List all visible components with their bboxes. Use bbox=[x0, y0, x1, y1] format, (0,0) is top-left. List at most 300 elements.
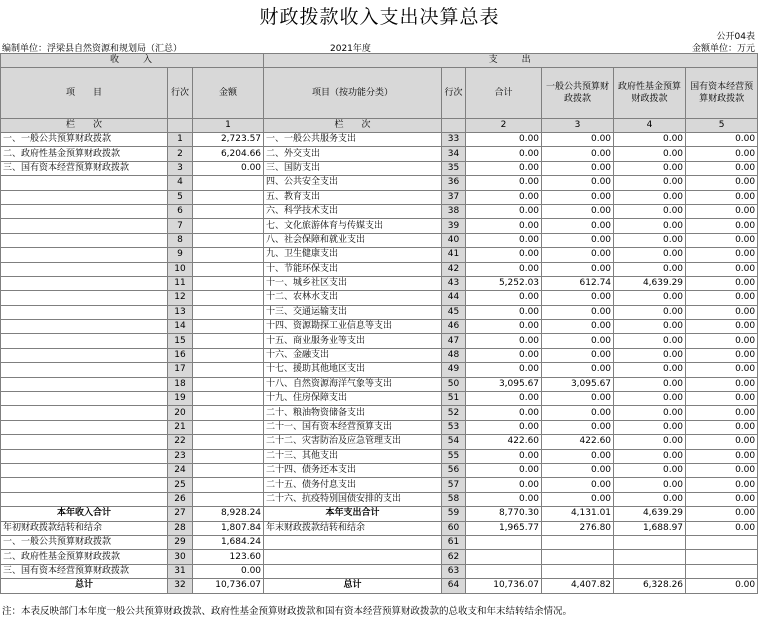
expense-total: 8,770.30 bbox=[466, 507, 542, 521]
expense-gov-fund: 0.00 bbox=[614, 363, 686, 377]
income-item bbox=[1, 492, 168, 506]
expense-item: 十二、农林水支出 bbox=[264, 291, 442, 305]
income-row-no: 20 bbox=[168, 406, 193, 420]
expense-total: 0.00 bbox=[466, 147, 542, 161]
income-item bbox=[1, 348, 168, 362]
expense-gov-fund: 0.00 bbox=[614, 478, 686, 492]
income-item bbox=[1, 449, 168, 463]
expense-gov-fund bbox=[614, 564, 686, 578]
income-row-no: 5 bbox=[168, 190, 193, 204]
expense-row-no: 38 bbox=[442, 204, 466, 218]
expense-general-budget: 422.60 bbox=[542, 435, 614, 449]
expense-state-capital: 0.00 bbox=[686, 449, 758, 463]
expense-state-capital: 0.00 bbox=[686, 521, 758, 535]
income-row-no: 14 bbox=[168, 320, 193, 334]
table-row bbox=[1, 392, 758, 406]
expense-row-no: 37 bbox=[442, 190, 466, 204]
expense-general-budget: 0.00 bbox=[542, 363, 614, 377]
income-amount bbox=[193, 334, 264, 348]
income-amount bbox=[193, 291, 264, 305]
expense-gov-fund: 0.00 bbox=[614, 248, 686, 262]
table-row bbox=[1, 420, 758, 434]
income-amount bbox=[193, 348, 264, 362]
income-header: 收 入 bbox=[1, 54, 264, 68]
income-row-no: 6 bbox=[168, 204, 193, 218]
col-index-2: 2 bbox=[466, 119, 542, 133]
expense-item: 二十三、其他支出 bbox=[264, 449, 442, 463]
expense-state-capital bbox=[686, 535, 758, 549]
expense-state-capital: 0.00 bbox=[686, 190, 758, 204]
expense-total: 0.00 bbox=[466, 320, 542, 334]
expense-general-budget: 0.00 bbox=[542, 147, 614, 161]
expense-gov-fund: 0.00 bbox=[614, 377, 686, 391]
income-item bbox=[1, 377, 168, 391]
expense-item: 十四、资源勘探工业信息等支出 bbox=[264, 320, 442, 334]
income-amount: 2,723.57 bbox=[193, 133, 264, 147]
expense-state-capital: 0.00 bbox=[686, 478, 758, 492]
expense-gov-fund: 0.00 bbox=[614, 147, 686, 161]
expense-item: 七、文化旅游体育与传媒支出 bbox=[264, 219, 442, 233]
income-row-no: 27 bbox=[168, 507, 193, 521]
expense-row-no: 61 bbox=[442, 535, 466, 549]
expense-total: 0.00 bbox=[466, 262, 542, 276]
income-row-no: 7 bbox=[168, 219, 193, 233]
expense-total: 0.00 bbox=[466, 420, 542, 434]
col-row-no-expense: 行次 bbox=[442, 68, 466, 119]
expense-row-no: 55 bbox=[442, 449, 466, 463]
expense-state-capital: 0.00 bbox=[686, 320, 758, 334]
income-item bbox=[1, 219, 168, 233]
income-amount bbox=[193, 233, 264, 247]
fiscal-year: 2021年度 bbox=[330, 44, 371, 54]
income-row-no: 4 bbox=[168, 176, 193, 190]
expense-row-no: 50 bbox=[442, 377, 466, 391]
col-item: 项 目 bbox=[1, 68, 168, 119]
expense-total: 0.00 bbox=[466, 133, 542, 147]
income-item: 一、一般公共预算财政拨款 bbox=[1, 535, 168, 549]
expense-item: 二十六、抗疫特别国债安排的支出 bbox=[264, 492, 442, 506]
expense-state-capital: 0.00 bbox=[686, 492, 758, 506]
col-amount: 金额 bbox=[193, 68, 264, 119]
table-row bbox=[1, 363, 758, 377]
expense-total: 0.00 bbox=[466, 478, 542, 492]
expense-item: 六、科学技术支出 bbox=[264, 204, 442, 218]
expense-general-budget bbox=[542, 564, 614, 578]
expense-gov-fund: 0.00 bbox=[614, 133, 686, 147]
income-item bbox=[1, 420, 168, 434]
form-number: 公开04表 bbox=[716, 32, 755, 42]
table-row bbox=[1, 190, 758, 204]
expense-row-no: 56 bbox=[442, 463, 466, 477]
expense-general-budget: 612.74 bbox=[542, 276, 614, 290]
expense-total: 0.00 bbox=[466, 190, 542, 204]
income-amount bbox=[193, 305, 264, 319]
expense-item bbox=[264, 550, 442, 564]
col-item-by-func: 项目（按功能分类） bbox=[264, 68, 442, 119]
expense-gov-fund: 6,328.26 bbox=[614, 579, 686, 593]
expense-gov-fund: 0.00 bbox=[614, 435, 686, 449]
expense-row-no: 36 bbox=[442, 176, 466, 190]
income-item: 三、国有资本经营预算财政拨款 bbox=[1, 564, 168, 578]
expense-gov-fund bbox=[614, 535, 686, 549]
expense-state-capital bbox=[686, 564, 758, 578]
income-item bbox=[1, 334, 168, 348]
expense-state-capital: 0.00 bbox=[686, 348, 758, 362]
expense-total: 0.00 bbox=[466, 449, 542, 463]
income-row-no: 17 bbox=[168, 363, 193, 377]
expense-total: 0.00 bbox=[466, 363, 542, 377]
expense-row-no: 62 bbox=[442, 550, 466, 564]
expense-general-budget: 4,131.01 bbox=[542, 507, 614, 521]
expense-general-budget: 0.00 bbox=[542, 463, 614, 477]
expense-general-budget: 0.00 bbox=[542, 204, 614, 218]
income-row-no: 13 bbox=[168, 305, 193, 319]
expense-general-budget: 0.00 bbox=[542, 161, 614, 175]
expense-general-budget: 0.00 bbox=[542, 492, 614, 506]
income-item bbox=[1, 392, 168, 406]
expense-state-capital: 0.00 bbox=[686, 204, 758, 218]
expense-state-capital: 0.00 bbox=[686, 248, 758, 262]
expense-row-no: 49 bbox=[442, 363, 466, 377]
table-row bbox=[1, 305, 758, 319]
expense-state-capital: 0.00 bbox=[686, 507, 758, 521]
expense-general-budget: 0.00 bbox=[542, 219, 614, 233]
table-row bbox=[1, 219, 758, 233]
income-item: 本年收入合计 bbox=[1, 507, 168, 521]
expense-row-no: 40 bbox=[442, 233, 466, 247]
income-item: 总计 bbox=[1, 579, 168, 593]
expense-general-budget: 0.00 bbox=[542, 420, 614, 434]
page-title: 财政拨款收入支出决算总表 bbox=[259, 6, 500, 28]
income-item: 一、一般公共预算财政拨款 bbox=[1, 133, 168, 147]
income-item bbox=[1, 435, 168, 449]
unit-label: 编制单位：浮梁县自然资源和规划局（汇总） bbox=[2, 44, 183, 54]
expense-item: 二十五、债务付息支出 bbox=[264, 478, 442, 492]
expense-gov-fund: 0.00 bbox=[614, 291, 686, 305]
col-general-budget: 一般公共预算财政拨款 bbox=[542, 68, 614, 119]
income-row-no: 29 bbox=[168, 535, 193, 549]
col-label-income: 栏 次 bbox=[1, 119, 168, 133]
income-item bbox=[1, 305, 168, 319]
expense-gov-fund: 0.00 bbox=[614, 262, 686, 276]
expense-state-capital: 0.00 bbox=[686, 377, 758, 391]
expense-row-no: 41 bbox=[442, 248, 466, 262]
expense-item: 五、教育支出 bbox=[264, 190, 442, 204]
expense-item: 九、卫生健康支出 bbox=[264, 248, 442, 262]
col-index-5: 5 bbox=[686, 119, 758, 133]
income-amount bbox=[193, 320, 264, 334]
income-amount bbox=[193, 276, 264, 290]
expense-gov-fund: 0.00 bbox=[614, 219, 686, 233]
expense-gov-fund: 4,639.29 bbox=[614, 507, 686, 521]
income-amount bbox=[193, 262, 264, 276]
table-row bbox=[1, 478, 758, 492]
income-item bbox=[1, 204, 168, 218]
expense-row-no: 63 bbox=[442, 564, 466, 578]
table-row bbox=[1, 550, 758, 564]
income-amount bbox=[193, 204, 264, 218]
expense-gov-fund: 0.00 bbox=[614, 392, 686, 406]
expense-header: 支 出 bbox=[264, 54, 758, 68]
expense-state-capital bbox=[686, 550, 758, 564]
expense-state-capital: 0.00 bbox=[686, 406, 758, 420]
expense-state-capital: 0.00 bbox=[686, 219, 758, 233]
income-row-no: 21 bbox=[168, 420, 193, 434]
table-row bbox=[1, 276, 758, 290]
expense-state-capital: 0.00 bbox=[686, 133, 758, 147]
expense-row-no: 35 bbox=[442, 161, 466, 175]
expense-total: 0.00 bbox=[466, 291, 542, 305]
expense-gov-fund: 0.00 bbox=[614, 161, 686, 175]
expense-gov-fund: 0.00 bbox=[614, 320, 686, 334]
income-amount: 1,807.84 bbox=[193, 521, 264, 535]
income-amount: 0.00 bbox=[193, 161, 264, 175]
table-row bbox=[1, 291, 758, 305]
income-row-no: 11 bbox=[168, 276, 193, 290]
table-row bbox=[1, 248, 758, 262]
expense-item: 十六、金融支出 bbox=[264, 348, 442, 362]
expense-general-budget: 0.00 bbox=[542, 449, 614, 463]
expense-general-budget: 0.00 bbox=[542, 406, 614, 420]
expense-row-no: 45 bbox=[442, 305, 466, 319]
table-row bbox=[1, 435, 758, 449]
income-row-no: 2 bbox=[168, 147, 193, 161]
expense-general-budget: 0.00 bbox=[542, 176, 614, 190]
expense-state-capital: 0.00 bbox=[686, 420, 758, 434]
expense-total: 0.00 bbox=[466, 305, 542, 319]
expense-total: 0.00 bbox=[466, 233, 542, 247]
expense-item bbox=[264, 564, 442, 578]
fiscal-table bbox=[0, 53, 758, 594]
income-item: 二、政府性基金预算财政拨款 bbox=[1, 550, 168, 564]
income-row-no: 23 bbox=[168, 449, 193, 463]
expense-state-capital: 0.00 bbox=[686, 176, 758, 190]
expense-item: 十九、住房保障支出 bbox=[264, 392, 442, 406]
expense-item: 总计 bbox=[264, 579, 442, 593]
expense-general-budget: 0.00 bbox=[542, 291, 614, 305]
expense-general-budget: 4,407.82 bbox=[542, 579, 614, 593]
expense-state-capital: 0.00 bbox=[686, 291, 758, 305]
table-row bbox=[1, 176, 758, 190]
income-row-no: 10 bbox=[168, 262, 193, 276]
expense-gov-fund: 0.00 bbox=[614, 305, 686, 319]
expense-item: 本年支出合计 bbox=[264, 507, 442, 521]
table-row bbox=[1, 133, 758, 147]
table-row bbox=[1, 147, 758, 161]
income-item bbox=[1, 320, 168, 334]
income-amount: 123.60 bbox=[193, 550, 264, 564]
income-amount bbox=[193, 219, 264, 233]
expense-gov-fund: 0.00 bbox=[614, 176, 686, 190]
expense-state-capital: 0.00 bbox=[686, 363, 758, 377]
expense-gov-fund: 0.00 bbox=[614, 463, 686, 477]
col-index-blank bbox=[168, 119, 193, 133]
income-amount bbox=[193, 377, 264, 391]
expense-row-no: 57 bbox=[442, 478, 466, 492]
expense-row-no: 43 bbox=[442, 276, 466, 290]
header-row-sections bbox=[1, 54, 758, 68]
income-amount: 6,204.66 bbox=[193, 147, 264, 161]
expense-total: 0.00 bbox=[466, 392, 542, 406]
income-amount bbox=[193, 363, 264, 377]
income-row-no: 18 bbox=[168, 377, 193, 391]
table-row bbox=[1, 492, 758, 506]
footnote: 注：本表反映部门本年度一般公共预算财政拨款、政府性基金预算财政拨款和国有资本经营预算财政拨款的总收支和年末结转结余情况。 bbox=[2, 606, 573, 617]
expense-general-budget: 3,095.67 bbox=[542, 377, 614, 391]
expense-row-no: 54 bbox=[442, 435, 466, 449]
expense-row-no: 46 bbox=[442, 320, 466, 334]
income-row-no: 3 bbox=[168, 161, 193, 175]
income-item bbox=[1, 176, 168, 190]
expense-general-budget: 0.00 bbox=[542, 478, 614, 492]
col-index-3: 3 bbox=[542, 119, 614, 133]
expense-row-no: 58 bbox=[442, 492, 466, 506]
expense-total: 1,965.77 bbox=[466, 521, 542, 535]
expense-total: 0.00 bbox=[466, 219, 542, 233]
expense-total: 0.00 bbox=[466, 348, 542, 362]
table-row bbox=[1, 521, 758, 535]
income-amount: 0.00 bbox=[193, 564, 264, 578]
table-row bbox=[1, 233, 758, 247]
income-amount: 8,928.24 bbox=[193, 507, 264, 521]
income-amount bbox=[193, 492, 264, 506]
expense-row-no: 51 bbox=[442, 392, 466, 406]
expense-item: 十五、商业服务业等支出 bbox=[264, 334, 442, 348]
expense-total: 10,736.07 bbox=[466, 579, 542, 593]
amount-unit: 金额单位：万元 bbox=[691, 44, 755, 54]
income-row-no: 30 bbox=[168, 550, 193, 564]
expense-total: 5,252.03 bbox=[466, 276, 542, 290]
income-item: 三、国有资本经营预算财政拨款 bbox=[1, 161, 168, 175]
expense-gov-fund: 0.00 bbox=[614, 406, 686, 420]
expense-total: 0.00 bbox=[466, 334, 542, 348]
income-row-no: 32 bbox=[168, 579, 193, 593]
expense-total bbox=[466, 550, 542, 564]
expense-state-capital: 0.00 bbox=[686, 276, 758, 290]
expense-total: 0.00 bbox=[466, 492, 542, 506]
expense-item: 二十二、灾害防治及应急管理支出 bbox=[264, 435, 442, 449]
col-index-blank-2 bbox=[442, 119, 466, 133]
table-row bbox=[1, 348, 758, 362]
expense-row-no: 42 bbox=[442, 262, 466, 276]
expense-general-budget: 276.80 bbox=[542, 521, 614, 535]
expense-item: 三、国防支出 bbox=[264, 161, 442, 175]
expense-row-no: 39 bbox=[442, 219, 466, 233]
income-row-no: 26 bbox=[168, 492, 193, 506]
income-item bbox=[1, 291, 168, 305]
income-row-no: 12 bbox=[168, 291, 193, 305]
expense-item: 二十四、债务还本支出 bbox=[264, 463, 442, 477]
expense-state-capital: 0.00 bbox=[686, 392, 758, 406]
income-item bbox=[1, 406, 168, 420]
income-item: 二、政府性基金预算财政拨款 bbox=[1, 147, 168, 161]
expense-total: 3,095.67 bbox=[466, 377, 542, 391]
expense-gov-fund: 0.00 bbox=[614, 190, 686, 204]
expense-state-capital: 0.00 bbox=[686, 579, 758, 593]
expense-general-budget: 0.00 bbox=[542, 334, 614, 348]
expense-row-no: 59 bbox=[442, 507, 466, 521]
income-item bbox=[1, 233, 168, 247]
header-row-columns bbox=[1, 68, 758, 119]
table-row bbox=[1, 535, 758, 549]
income-amount bbox=[193, 478, 264, 492]
income-amount bbox=[193, 190, 264, 204]
expense-item: 年末财政拨款结转和结余 bbox=[264, 521, 442, 535]
expense-row-no: 52 bbox=[442, 406, 466, 420]
expense-item: 十八、自然资源海洋气象等支出 bbox=[264, 377, 442, 391]
table-row bbox=[1, 377, 758, 391]
income-item: 年初财政拨款结转和结余 bbox=[1, 521, 168, 535]
income-item bbox=[1, 478, 168, 492]
expense-general-budget: 0.00 bbox=[542, 233, 614, 247]
expense-row-no: 34 bbox=[442, 147, 466, 161]
income-item bbox=[1, 463, 168, 477]
income-row-no: 16 bbox=[168, 348, 193, 362]
income-row-no: 1 bbox=[168, 133, 193, 147]
income-amount bbox=[193, 248, 264, 262]
expense-item: 八、社会保障和就业支出 bbox=[264, 233, 442, 247]
expense-gov-fund: 0.00 bbox=[614, 233, 686, 247]
income-amount bbox=[193, 463, 264, 477]
table-row bbox=[1, 262, 758, 276]
expense-total: 0.00 bbox=[466, 463, 542, 477]
table-row bbox=[1, 463, 758, 477]
expense-gov-fund: 0.00 bbox=[614, 492, 686, 506]
expense-item: 二、外交支出 bbox=[264, 147, 442, 161]
income-row-no: 24 bbox=[168, 463, 193, 477]
expense-general-budget: 0.00 bbox=[542, 392, 614, 406]
income-amount bbox=[193, 420, 264, 434]
expense-gov-fund: 0.00 bbox=[614, 204, 686, 218]
col-total: 合计 bbox=[466, 68, 542, 119]
income-amount bbox=[193, 176, 264, 190]
expense-item: 四、公共安全支出 bbox=[264, 176, 442, 190]
expense-general-budget bbox=[542, 550, 614, 564]
col-state-capital: 国有资本经营预算财政拨款 bbox=[686, 68, 758, 119]
income-amount bbox=[193, 435, 264, 449]
expense-row-no: 44 bbox=[442, 291, 466, 305]
expense-general-budget: 0.00 bbox=[542, 348, 614, 362]
header-row-index bbox=[1, 119, 758, 133]
col-index-1: 1 bbox=[193, 119, 264, 133]
expense-item: 二十一、国有资本经营预算支出 bbox=[264, 420, 442, 434]
expense-total: 0.00 bbox=[466, 406, 542, 420]
income-row-no: 8 bbox=[168, 233, 193, 247]
expense-total bbox=[466, 535, 542, 549]
expense-general-budget: 0.00 bbox=[542, 305, 614, 319]
expense-gov-fund: 0.00 bbox=[614, 334, 686, 348]
expense-state-capital: 0.00 bbox=[686, 334, 758, 348]
expense-general-budget: 0.00 bbox=[542, 320, 614, 334]
income-row-no: 22 bbox=[168, 435, 193, 449]
expense-gov-fund: 4,639.29 bbox=[614, 276, 686, 290]
expense-state-capital: 0.00 bbox=[686, 161, 758, 175]
expense-row-no: 33 bbox=[442, 133, 466, 147]
expense-item bbox=[264, 535, 442, 549]
expense-total: 0.00 bbox=[466, 248, 542, 262]
expense-general-budget: 0.00 bbox=[542, 248, 614, 262]
expense-item: 十、节能环保支出 bbox=[264, 262, 442, 276]
income-row-no: 28 bbox=[168, 521, 193, 535]
income-item bbox=[1, 262, 168, 276]
income-item bbox=[1, 363, 168, 377]
income-item bbox=[1, 276, 168, 290]
expense-total: 0.00 bbox=[466, 204, 542, 218]
expense-total bbox=[466, 564, 542, 578]
table-row bbox=[1, 449, 758, 463]
expense-row-no: 53 bbox=[442, 420, 466, 434]
income-amount bbox=[193, 406, 264, 420]
